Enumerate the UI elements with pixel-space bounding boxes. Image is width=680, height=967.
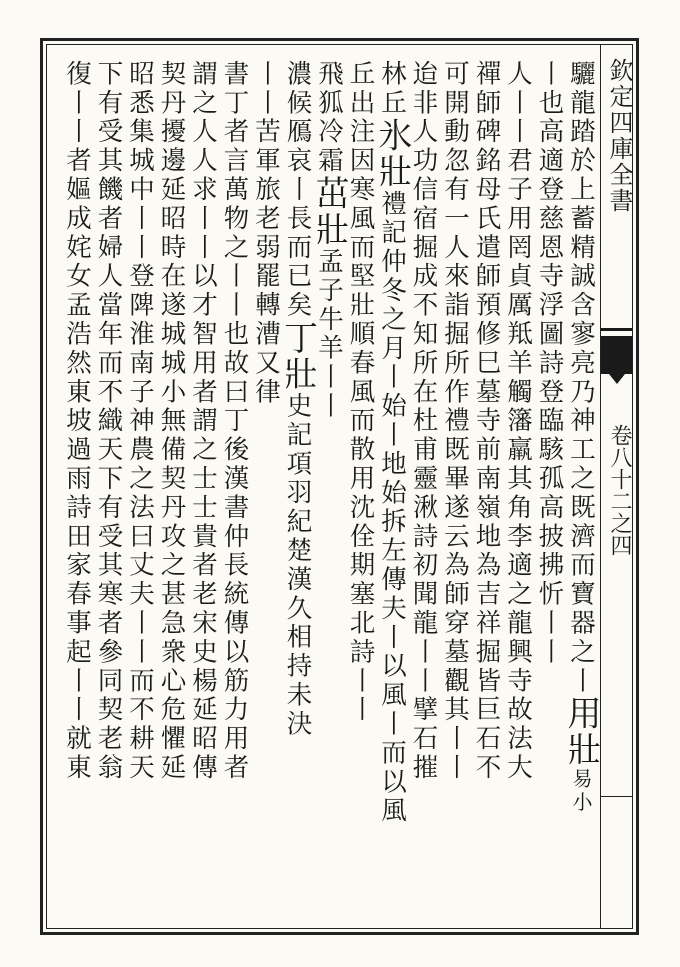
text-segment: 禪師碑銘母氏遣師預修巳墓寺前南嶺地為吉祥掘皆巨石不 bbox=[471, 60, 502, 783]
text-column bbox=[409, 60, 439, 920]
text-segment: 謂之人人求丨丨以才智用者謂之士士貴者老宋史楊延昭傳 bbox=[188, 60, 218, 783]
headword: 氷壯 bbox=[372, 117, 412, 190]
text-segment: 書丁者言萬物之丨丨也故曰丁後漢書仲長統傳以筋力用者 bbox=[219, 60, 250, 783]
text-column bbox=[503, 60, 533, 920]
text-column bbox=[62, 60, 92, 920]
banxin-divider bbox=[601, 796, 632, 797]
text-segment: 人丨丨君子用罔貞厲羝羊觸籓羸其角李適之龍興寺故法大 bbox=[503, 60, 533, 783]
text-segment: 林丘 bbox=[377, 60, 407, 118]
text-column bbox=[125, 60, 155, 920]
text-segment: 易小 bbox=[569, 767, 593, 815]
text-segment: 可開動忽有一人來詣掘所作禮既畢遂云為師穿墓觀其丨丨 bbox=[440, 60, 470, 783]
text-segment: 丨也高適登慈恩寺浮圖詩登臨駭孤高披拂忻丨丨 bbox=[534, 60, 565, 667]
headword: 丁壯 bbox=[277, 320, 318, 393]
text-column bbox=[561, 60, 601, 920]
text-segment: 丘出注因寒風而堅壯順春風而散用沈佺期塞北詩丨丨 bbox=[345, 60, 376, 725]
text-column bbox=[188, 60, 218, 920]
book-title: 欽定四庫全書 bbox=[605, 58, 633, 214]
text-segment: 昭悉集城中丨丨登陴淮南子神農之法曰丈夫丨丨而不耕天 bbox=[125, 60, 155, 783]
text-column bbox=[220, 60, 250, 920]
headword: 用壯 bbox=[561, 695, 601, 768]
text-segment: 飛狐冷霜 bbox=[314, 60, 344, 176]
text-segment: 孟子牛羊丨丨 bbox=[314, 247, 344, 422]
text-segment: 丨長而已矣 bbox=[282, 175, 313, 321]
headword: 茁壯 bbox=[309, 175, 349, 248]
text-segment: 濃候鴈哀 bbox=[282, 60, 313, 176]
banxin-strip bbox=[600, 44, 633, 929]
text-segment: 禮記仲冬之月丨始丨地始拆左傳夫丨以風丨而以風 bbox=[377, 189, 407, 826]
text-column bbox=[535, 60, 565, 920]
text-column bbox=[157, 60, 187, 920]
text-segment: 下有受其饑者婦人當年而不織天下有受其寒者參同契老翁 bbox=[93, 60, 124, 783]
text-column bbox=[251, 60, 281, 920]
text-segment: 契丹擾邊延昭時在遂城城小無備契丹攻之甚急衆心危懼延 bbox=[156, 60, 187, 783]
text-column bbox=[94, 60, 124, 920]
volume-label: 卷八十二之四 bbox=[607, 424, 632, 556]
text-segment: 復丨丨者嫗成姹女孟浩然東坡過雨詩田家春事起丨丨就東 bbox=[62, 60, 92, 783]
text-segment: 丨丨苦軍旅老弱罷轉漕又律 bbox=[251, 60, 281, 407]
fish-tail-mark-icon bbox=[601, 336, 632, 374]
text-column bbox=[372, 60, 412, 920]
text-segment: 史記項羽紀楚漢久相持未決 bbox=[282, 392, 313, 739]
text-segment: 驪龍踏於上蓄精誠含寥亮乃神工之既濟而寶器之 bbox=[566, 60, 596, 667]
text-column bbox=[440, 60, 470, 920]
text-segment: 迨非人功信宿掘成不知所在杜甫靈湫詩初聞龍丨丨擘石摧 bbox=[408, 60, 439, 783]
text-column bbox=[277, 60, 318, 920]
text-column bbox=[309, 60, 349, 920]
text-segment: 丨 bbox=[566, 666, 596, 696]
text-column bbox=[472, 60, 502, 920]
text-column bbox=[346, 60, 376, 920]
